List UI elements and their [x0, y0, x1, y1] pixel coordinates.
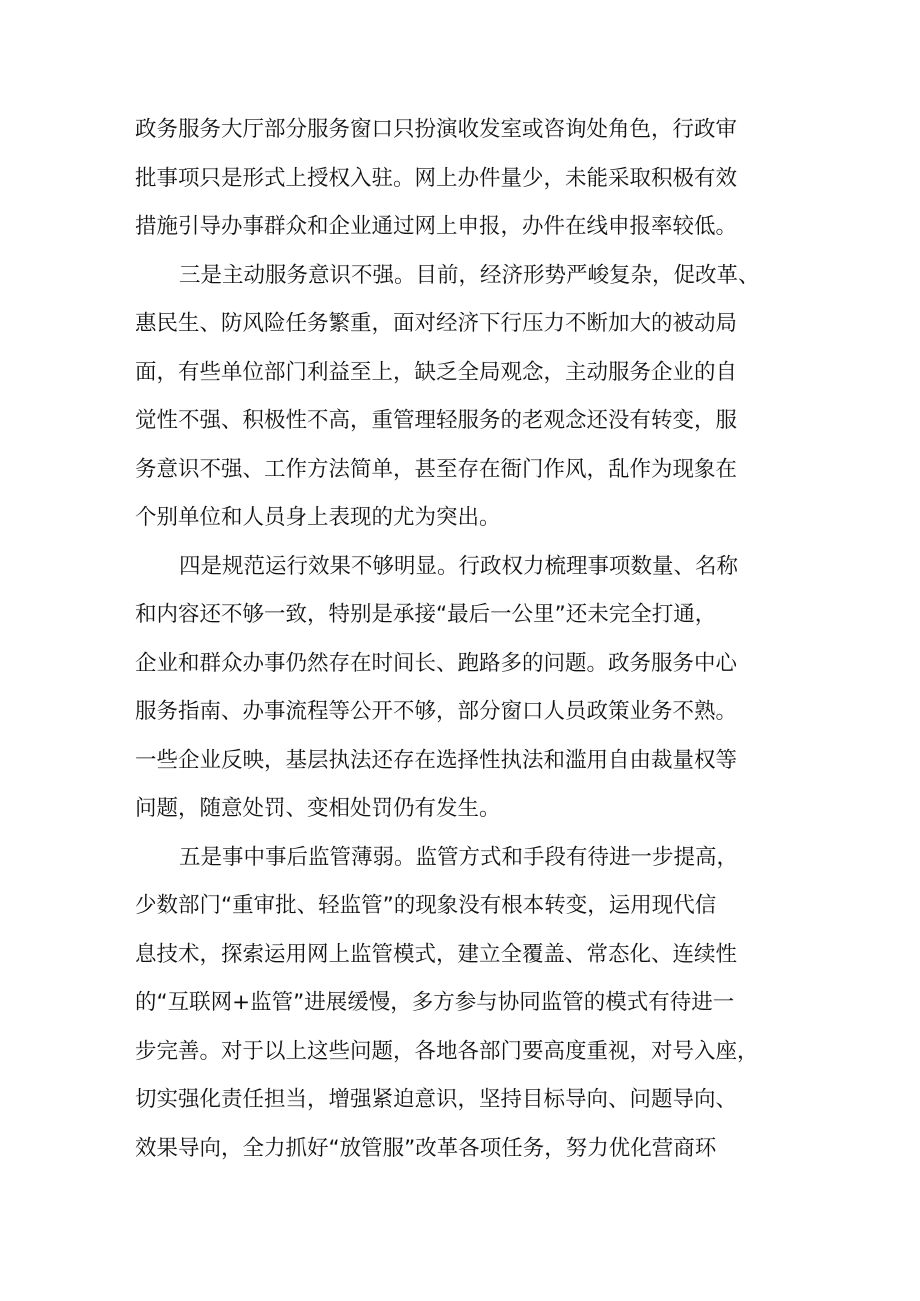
text-line: 少数部门“重审批、轻监管”的现象没有根本转变，运用现代信 — [135, 893, 717, 918]
text-line: 的“互联网+监管”进展缓慢，多方参与协同监管的模式有待进一 — [135, 990, 735, 1015]
text-line: 和内容还不够一致，特别是承接“最后一公里”还未完全打通， — [135, 602, 717, 627]
paragraph-first-line: 四是规范运行效果不够明显。行政权力梳理事项数量、名称 — [179, 553, 739, 579]
text-line: 面，有些单位部门利益至上，缺乏全局观念，主动服务企业的自 — [135, 359, 738, 385]
text-line: 觉性不强、积极性不高，重管理轻服务的老观念还没有转变，服 — [135, 408, 738, 433]
paragraph-first-line: 三是主动服务意识不强。目前，经济形势严峻复杂，促改革、 — [179, 262, 760, 288]
text-line: 服务指南、办事流程等公开不够，部分窗口人员政策业务不熟。 — [135, 699, 738, 724]
text-line: 问题，随意处罚、变相处罚仍有发生。 — [135, 796, 501, 821]
text-line: 切实强化责任担当，增强紧迫意识，坚持目标导向、问题导向、 — [135, 1087, 738, 1112]
text-line: 个别单位和人员身上表现的尤为突出。 — [135, 505, 501, 530]
text-line: 惠民生、防风险任务繁重，面对经济下行压力不断加大的被动局 — [135, 311, 738, 336]
body-text — [135, 106, 795, 1173]
text-line: 步完善。对于以上这些问题，各地各部门要高度重视，对号入座， — [135, 1038, 759, 1064]
text-line: 批事项只是形式上授权入驻。网上办件量少，未能采取积极有效 — [135, 165, 738, 191]
paragraph-first-line: 五是事中事后监管薄弱。监管方式和手段有待进一步提高， — [179, 844, 739, 870]
text-line: 政务服务大厅部分服务窗口只扮演收发室或咨询处角色，行政审 — [135, 117, 738, 142]
text-line: 企业和群众办事仍然存在时间长、跑路多的问题。政务服务中心 — [135, 650, 738, 676]
text-line: 效果导向，全力抓好“放管服”改革各项任务，努力优化营商环 — [135, 1135, 717, 1161]
text-line: 措施引导办事群众和企业通过网上申报，办件在线申报率较低。 — [135, 214, 738, 239]
text-line: 一些企业反映，基层执法还存在选择性执法和滥用自由裁量权等 — [135, 747, 738, 773]
text-line: 务意识不强、工作方法简单，甚至存在衙门作风，乱作为现象在 — [135, 456, 738, 482]
text-line: 息技术，探索运用网上监管模式，建立全覆盖、常态化、连续性 — [135, 941, 738, 967]
